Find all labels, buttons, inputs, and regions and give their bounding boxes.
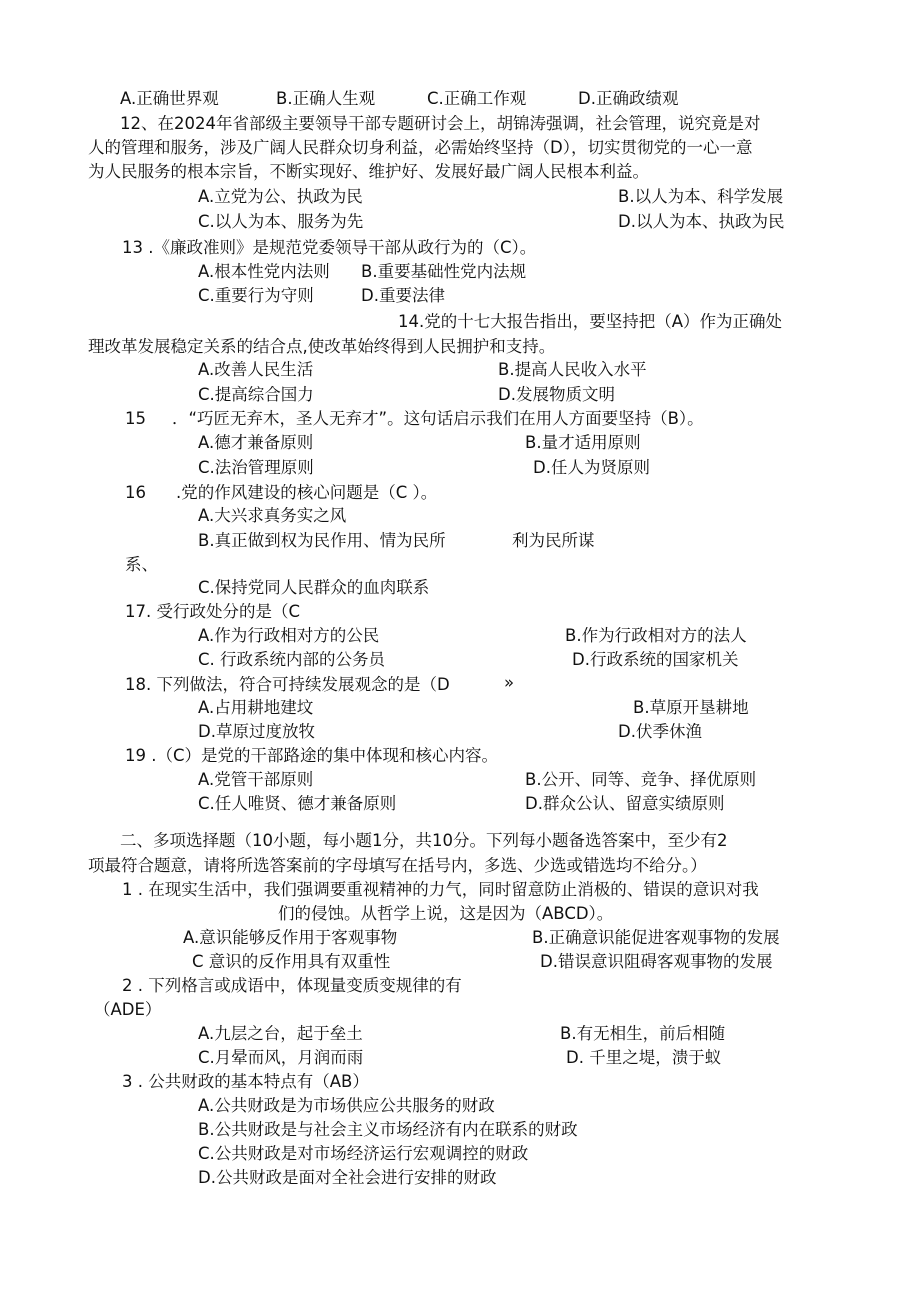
text-line: 为人民服务的根本宗旨，不断实现好、维护好、发展好最广阔人民根本利益。	[88, 162, 649, 181]
text-line: D.正确政绩观	[578, 89, 679, 108]
text-line: 1 . 在现实生活中，我们强调要重视精神的力气，同时留意防止消极的、错误的意识对我	[122, 880, 759, 899]
text-line: C.保持党同人民群众的血肉联系	[198, 578, 430, 597]
text-line: D.任人为贤原则	[533, 458, 650, 477]
text-line: A.根本性党内法则	[198, 262, 330, 281]
text-line: 2 . 下列格言或成语中，体现量变质变规律的有	[122, 976, 462, 995]
text-line: C.公共财政是对市场经济运行宏观调控的财政	[198, 1144, 529, 1163]
text-line: D.草原过度放牧	[198, 722, 315, 741]
text-line: »	[504, 673, 515, 692]
text-line: D.重要法律	[361, 286, 445, 305]
text-line: 16	[125, 483, 146, 502]
text-line: A.公共财政是为市场供应公共服务的财政	[198, 1096, 495, 1115]
text-line: 3 . 公共财政的基本特点有（AB）	[122, 1072, 369, 1091]
text-line: D.发展物质文明	[498, 385, 615, 404]
text-line: D. 千里之堤，溃于蚁	[566, 1048, 722, 1067]
text-line: A.立党为公、执政为民	[198, 187, 363, 206]
text-line: 二、多项选择题（10小题，每小题1分，共10分。下列每小题备选答案中，至少有2	[120, 831, 728, 850]
text-line: C.重要行为守则	[198, 286, 314, 305]
text-line: A.正确世界观	[120, 89, 219, 108]
text-line: A.大兴求真务实之风	[198, 506, 347, 525]
text-line: C.以人为本、服务为先	[198, 212, 364, 231]
text-line: D.群众公认、留意实绩原则	[525, 794, 725, 813]
text-line: 项最符合题意，请将所选答案前的字母填写在括号内，多选、少选或错选均不给分。）	[88, 856, 707, 875]
text-line: 人的管理和服务，涉及广阔人民群众切身利益，必需始终坚持（D），切实贯彻党的一心一意	[88, 138, 753, 157]
text-line: B.有无相生，前后相随	[560, 1024, 726, 1043]
text-line: A.改善人民生活	[198, 360, 314, 379]
text-line: A.占用耕地建坟	[198, 698, 314, 717]
text-line: A.意识能够反作用于客观事物	[183, 928, 398, 947]
text-line: B.公共财政是与社会主义市场经济有内在联系的财政	[198, 1120, 578, 1139]
text-line: C.提高综合国力	[198, 385, 314, 404]
text-line: B.公开、同等、竞争、择优原则	[525, 770, 757, 789]
text-line: D.公共财政是面对全社会进行安排的财政	[198, 1168, 497, 1187]
text-line: D.行政系统的国家机关	[572, 650, 739, 669]
text-line: D.错误意识阻碍客观事物的发展	[540, 952, 773, 971]
text-line: B.量才适用原则	[525, 433, 641, 452]
text-line: 17. 受行政处分的是（C	[125, 602, 301, 621]
text-line: 18. 下列做法，符合可持续发展观念的是（D	[125, 675, 450, 694]
text-line: 14.党的十七大报告指出，要坚持把（A）作为正确处	[398, 312, 783, 331]
text-line: B.以人为本、科学发展	[618, 187, 784, 206]
text-line: B.真正做到权为民作用、情为民所	[198, 531, 446, 550]
text-line: .党的作风建设的核心问题是（C ）。	[176, 483, 438, 502]
text-line: C.正确工作观	[427, 89, 527, 108]
text-line: C.月晕而风，月润而雨	[198, 1048, 364, 1067]
text-line: B.作为行政相对方的法人	[565, 626, 747, 645]
text-line: C.任人唯贤、德才兼备原则	[198, 794, 397, 813]
text-line: C 意识的反作用具有双重性	[192, 952, 391, 971]
text-line: （ADE）	[94, 1000, 162, 1019]
text-line: 13 .《廉政准则》是规范党委领导干部从政行为的（C）。	[122, 238, 537, 257]
text-line: A.九层之台，起于垒土	[198, 1024, 363, 1043]
text-line: B.重要基础性党内法规	[361, 262, 527, 281]
text-line: C. 行政系统内部的公务员	[198, 650, 386, 669]
text-line: 19 .（C）是党的干部路途的集中体现和核心内容。	[125, 746, 499, 765]
text-line: D.伏季休渔	[618, 722, 702, 741]
text-line: ．“巧匠无弃木，圣人无弃才”。这句话启示我们在用人方面要坚持（B）。	[172, 409, 704, 428]
text-line: B.提高人民收入水平	[498, 360, 647, 379]
text-line: 12、在2024年省部级主要领导干部专题研讨会上，胡锦涛强调，社会管理，说究竟是对	[120, 114, 761, 133]
text-line: A.德才兼备原则	[198, 433, 314, 452]
text-line: B.草原开垦耕地	[633, 698, 749, 717]
text-line: B.正确人生观	[276, 89, 376, 108]
text-line: 理改革发展稳定关系的结合点,使改革始终得到人民拥护和支持。	[88, 337, 556, 356]
text-line: 利为民所谋	[512, 531, 595, 550]
text-line: 15	[125, 409, 146, 428]
text-line: A.党管干部原则	[198, 770, 314, 789]
text-line: D.以人为本、执政为民	[618, 212, 785, 231]
text-line: C.法治管理原则	[198, 458, 314, 477]
text-line: 系、	[125, 555, 158, 574]
text-line: 们的侵蚀。从哲学上说，这是因为（ABCD）。	[278, 904, 614, 923]
text-line: B.正确意识能促进客观事物的发展	[532, 928, 780, 947]
text-line: A.作为行政相对方的公民	[198, 626, 380, 645]
